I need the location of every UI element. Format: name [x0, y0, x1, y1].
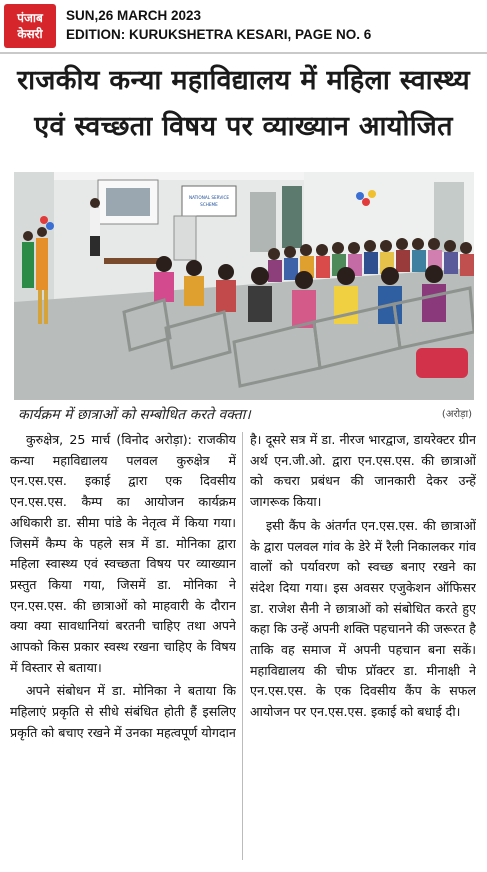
article-paragraph: अपने संबोधन में डा. मोनिका ने बताया कि महिलाएं प्रकृति से सीधे संबंधित होती हैं इसलिए प्रकृति को बचाए रखने में उनका महत्वपूर्ण योगदान — [10, 683, 236, 740]
headline-line-1: राजकीय कन्या महाविद्यालय में महिला स्वास्थ्य — [17, 65, 470, 96]
article-paragraph: कुरुक्षेत्र, 25 मार्च (विनोद अरोड़ा): राजकीय कन्या महाविद्यालय पलवल कुरुक्षेत्र में एन.एस.एस. इकाई द्वारा एक दिवसीय एन.एस.एस. कैम्प का आयोजन कार्यक्रम अधिकारी डा. सीमा पांडे के नेतृत्व में किया गया। जिसमें कैम्प के पहले सत्र में डा. मोनिका द्वारा महिला स्वास्थ्य एवं स्वच्छता विषय पर व्याख्यान प्रस्तुत किया गया, जिसमें डा. मोनिका ने एन.एस.एस. की छात्राओं को माहवारी के दौरान क्या क्या सावधानियां बरतनी चाहिए तथा अपने आपको किस प्रकार स्वस्थ रखना चाहिए के विषय में विस्तार से बताया। — [10, 432, 236, 675]
news-photo — [14, 172, 474, 400]
article-column-left — [10, 430, 236, 862]
publication-date: SUN,26 MARCH 2023 — [66, 8, 202, 23]
article-paragraph: है। दूसरे सत्र में डा. नीरज भारद्वाज, डायरेक्टर ग्रीन अर्थ एन.जी.ओ. द्वारा एन.एस.एस. की छात्राओं को कचरा प्रबंधन की जानकारी देकर उन्हें जागरूक किया। — [250, 432, 476, 510]
headline-line-2: एवं स्वच्छता विषय पर व्याख्यान आयोजित — [34, 111, 453, 142]
photo-credit: (अरोड़ा) — [441, 409, 472, 420]
masthead — [0, 0, 487, 52]
edition-label: EDITION: KURUKSHETRA KESARI, PAGE NO. 6 — [66, 27, 372, 42]
classroom-photo-illustration — [14, 172, 474, 400]
article-paragraph: इसी कैंप के अंतर्गत एन.एस.एस. की छात्राओं के द्वारा पलवल गांव के डेरे में रैली निकालकर गांव वालों को पर्यावरण को स्वच्छ बनाए रखने का संदेश दिया गया। इस अवसर एजुकेशन ऑफिसर डा. राजेश सैनी ने छात्राओं को संबोधित करते हुए कहा कि उन्हें अपनी शक्ति पहचानने की जरूरत है ताकि वह समाज में अपनी पहचान बना सकें। महाविद्यालय की चीफ प्रॉक्टर डा. मीनाक्षी ने एन.एस.एस. के एक दिवसीय कैंप के सफल आयोजन पर एन.एस.एस. इकाई को बधाई दी। — [250, 517, 476, 720]
caption-text: कार्यक्रम में छात्राओं को सम्बोधित करते वक्ता। — [18, 407, 251, 423]
edition-info — [66, 6, 371, 44]
punjab-kesari-logo — [4, 4, 56, 48]
svg-text:NATIONAL SERVICE: NATIONAL SERVICE — [188, 195, 230, 200]
photo-caption — [14, 404, 474, 426]
masthead-divider — [0, 52, 487, 54]
article-column-right — [250, 430, 476, 862]
logo-line-2: केसरी — [17, 27, 43, 41]
article-headline — [0, 58, 487, 168]
svg-text:SCHEME: SCHEME — [200, 202, 218, 207]
column-divider — [242, 432, 243, 860]
logo-line-1: पंजाब — [17, 11, 43, 25]
